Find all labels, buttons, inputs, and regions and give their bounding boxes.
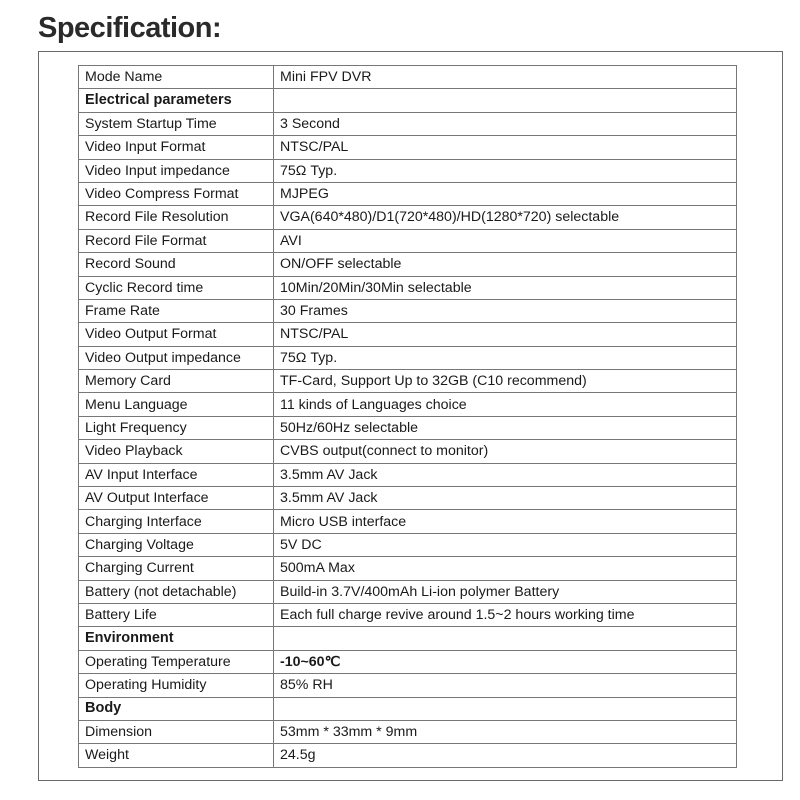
spec-label: Operating Humidity bbox=[79, 674, 274, 697]
spec-label: Frame Rate bbox=[79, 299, 274, 322]
table-row bbox=[79, 346, 737, 369]
spec-value bbox=[274, 89, 737, 112]
table-row bbox=[79, 720, 737, 743]
table-row bbox=[79, 393, 737, 416]
table-row bbox=[79, 580, 737, 603]
spec-value bbox=[274, 697, 737, 720]
spec-value: 10Min/20Min/30Min selectable bbox=[274, 276, 737, 299]
spec-label: Charging Current bbox=[79, 557, 274, 580]
table-row bbox=[79, 744, 737, 767]
spec-value: 3.5mm AV Jack bbox=[274, 487, 737, 510]
table-row bbox=[79, 603, 737, 626]
spec-value: 3.5mm AV Jack bbox=[274, 463, 737, 486]
spec-table bbox=[78, 65, 737, 768]
table-row bbox=[79, 323, 737, 346]
spec-value: 75Ω Typ. bbox=[274, 346, 737, 369]
spec-value: Mini FPV DVR bbox=[274, 66, 737, 89]
spec-value: 5V DC bbox=[274, 533, 737, 556]
spec-value: 30 Frames bbox=[274, 299, 737, 322]
section-title: Body bbox=[79, 697, 274, 720]
spec-label: Operating Temperature bbox=[79, 650, 274, 673]
table-row bbox=[79, 276, 737, 299]
spec-value: 75Ω Typ. bbox=[274, 159, 737, 182]
table-row bbox=[79, 159, 737, 182]
table-row bbox=[79, 510, 737, 533]
spec-value: Each full charge revive around 1.5~2 hours working time bbox=[274, 603, 737, 626]
spec-value: MJPEG bbox=[274, 182, 737, 205]
spec-value: 85% RH bbox=[274, 674, 737, 697]
spec-label: Menu Language bbox=[79, 393, 274, 416]
spec-value: 11 kinds of Languages choice bbox=[274, 393, 737, 416]
spec-label: Charging Interface bbox=[79, 510, 274, 533]
spec-value: 53mm * 33mm * 9mm bbox=[274, 720, 737, 743]
spec-label: Mode Name bbox=[79, 66, 274, 89]
section-title: Environment bbox=[79, 627, 274, 650]
spec-label: Video Input Format bbox=[79, 136, 274, 159]
table-row bbox=[79, 370, 737, 393]
spec-value: AVI bbox=[274, 229, 737, 252]
table-row bbox=[79, 299, 737, 322]
table-row bbox=[79, 463, 737, 486]
table-row bbox=[79, 416, 737, 439]
spec-value: Build-in 3.7V/400mAh Li-ion polymer Battery bbox=[274, 580, 737, 603]
spec-label: Record File Resolution bbox=[79, 206, 274, 229]
spec-label: Battery (not detachable) bbox=[79, 580, 274, 603]
table-row bbox=[79, 253, 737, 276]
spec-value: CVBS output(connect to monitor) bbox=[274, 440, 737, 463]
spec-value: 3 Second bbox=[274, 112, 737, 135]
table-row bbox=[79, 557, 737, 580]
spec-label: AV Input Interface bbox=[79, 463, 274, 486]
spec-value: NTSC/PAL bbox=[274, 323, 737, 346]
spec-label: Video Output Format bbox=[79, 323, 274, 346]
table-row bbox=[79, 487, 737, 510]
spec-value: NTSC/PAL bbox=[274, 136, 737, 159]
table-row bbox=[79, 136, 737, 159]
spec-label: Weight bbox=[79, 744, 274, 767]
spec-label: Record Sound bbox=[79, 253, 274, 276]
section-header-row bbox=[79, 627, 737, 650]
spec-value: ON/OFF selectable bbox=[274, 253, 737, 276]
spec-label: Battery Life bbox=[79, 603, 274, 626]
table-row bbox=[79, 112, 737, 135]
table-row bbox=[79, 440, 737, 463]
spec-label: Video Input impedance bbox=[79, 159, 274, 182]
spec-label: Memory Card bbox=[79, 370, 274, 393]
spec-value: 50Hz/60Hz selectable bbox=[274, 416, 737, 439]
table-row bbox=[79, 66, 737, 89]
spec-value bbox=[274, 627, 737, 650]
section-header-row bbox=[79, 89, 737, 112]
spec-label: AV Output Interface bbox=[79, 487, 274, 510]
page-title: Specification: bbox=[38, 12, 222, 44]
spec-label: Video Output impedance bbox=[79, 346, 274, 369]
spec-value: Micro USB interface bbox=[274, 510, 737, 533]
spec-label: Video Playback bbox=[79, 440, 274, 463]
spec-value: 500mA Max bbox=[274, 557, 737, 580]
spec-label: Charging Voltage bbox=[79, 533, 274, 556]
spec-label: Record File Format bbox=[79, 229, 274, 252]
spec-label: Cyclic Record time bbox=[79, 276, 274, 299]
section-header-row bbox=[79, 697, 737, 720]
spec-label: Dimension bbox=[79, 720, 274, 743]
table-row bbox=[79, 533, 737, 556]
table-row bbox=[79, 229, 737, 252]
table-row bbox=[79, 206, 737, 229]
spec-value: TF-Card, Support Up to 32GB (C10 recommend) bbox=[274, 370, 737, 393]
spec-value: VGA(640*480)/D1(720*480)/HD(1280*720) selectable bbox=[274, 206, 737, 229]
table-row bbox=[79, 182, 737, 205]
spec-value: 24.5g bbox=[274, 744, 737, 767]
spec-value: -10~60℃ bbox=[274, 650, 737, 673]
spec-label: Light Frequency bbox=[79, 416, 274, 439]
table-row bbox=[79, 650, 737, 673]
spec-label: System Startup Time bbox=[79, 112, 274, 135]
table-row bbox=[79, 674, 737, 697]
spec-label: Video Compress Format bbox=[79, 182, 274, 205]
section-title: Electrical parameters bbox=[79, 89, 274, 112]
spec-table-body bbox=[79, 66, 737, 768]
